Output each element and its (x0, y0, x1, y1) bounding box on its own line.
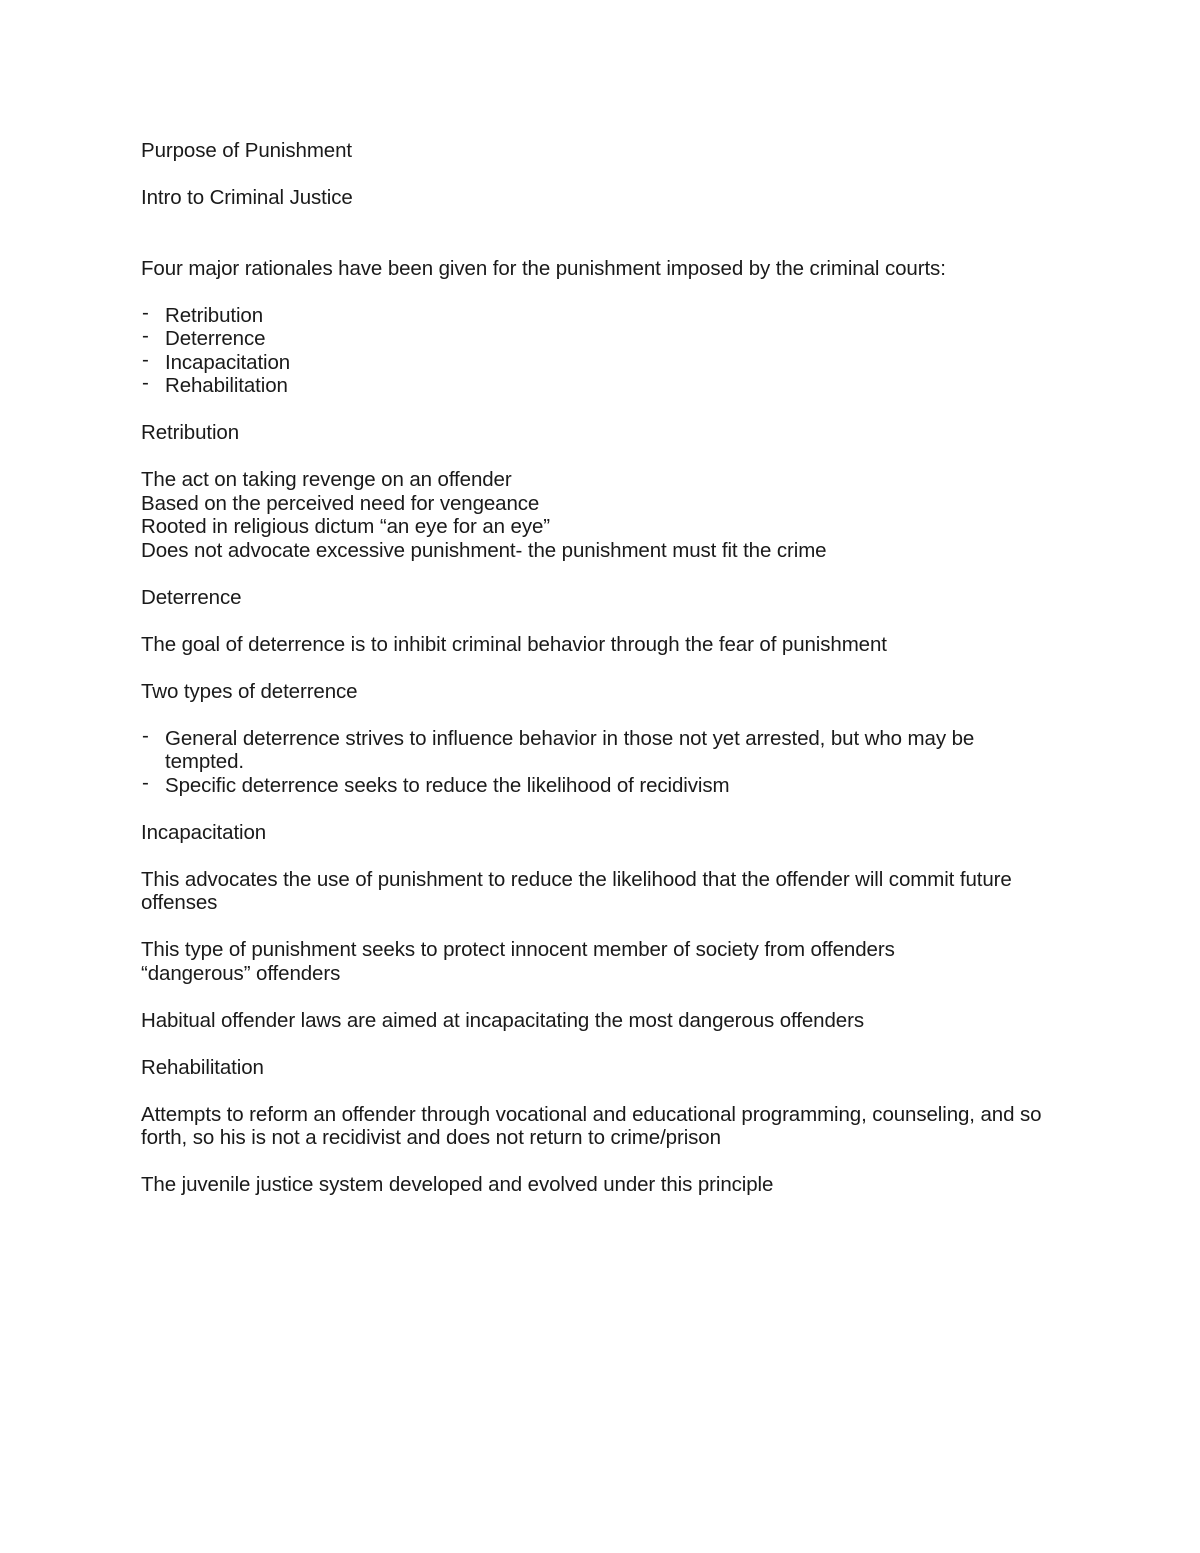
document-body (141, 139, 1061, 1197)
rationales-list (141, 304, 1061, 398)
rehabilitation-paragraph: The juvenile justice system developed and evolved under this principle (141, 1173, 774, 1196)
list-item: - Retribution (141, 304, 1061, 328)
section-heading-incapacitation: Incapacitation (141, 820, 267, 844)
retribution-line: Based on the perceived need for vengeance (141, 491, 540, 515)
deterrence-types-list (141, 727, 1061, 798)
course-name: Intro to Criminal Justice (141, 186, 353, 209)
retribution-line: Does not advocate excessive punishment- the punishment must fit the crime (141, 538, 827, 562)
list-item: - Deterrence (141, 327, 1061, 351)
document-title: Purpose of Punishment (141, 139, 352, 162)
retribution-line: The act on taking revenge on an offender (141, 468, 512, 491)
retribution-line: Rooted in religious dictum “an eye for an eye” (141, 515, 551, 538)
list-item: - Incapacitation (141, 351, 1061, 375)
list-item: - Rehabilitation (141, 374, 1061, 398)
incapacitation-paragraph: Habitual offender laws are aimed at incapacitating the most dangerous offenders (141, 1008, 864, 1032)
deterrence-types-heading: Two types of deterrence (141, 679, 358, 703)
intro-paragraph: Four major rationales have been given for the punishment imposed by the criminal courts: (141, 256, 946, 280)
rehabilitation-paragraph: Attempts to reform an offender through vocational and educational programming, counseling, and so forth, so his is not a recidivist and does not return to crime/prison (141, 1102, 1042, 1149)
section-heading-retribution: Retribution (141, 421, 240, 444)
incapacitation-paragraph: This advocates the use of punishment to reduce the likelihood that the offender will commit future offenses (141, 867, 1012, 914)
list-item: - General deterrence strives to influence behavior in those not yet arrested, but who may be tempted. (141, 727, 1061, 774)
incapacitation-paragraph: This type of punishment seeks to protect innocent member of society from offenders “dangerous” offenders (141, 938, 895, 985)
deterrence-goal: The goal of deterrence is to inhibit criminal behavior through the fear of punishment (141, 632, 887, 656)
section-heading-deterrence: Deterrence (141, 585, 242, 609)
list-item: - Specific deterrence seeks to reduce the likelihood of recidivism (141, 774, 1061, 798)
section-heading-rehabilitation: Rehabilitation (141, 1055, 264, 1079)
